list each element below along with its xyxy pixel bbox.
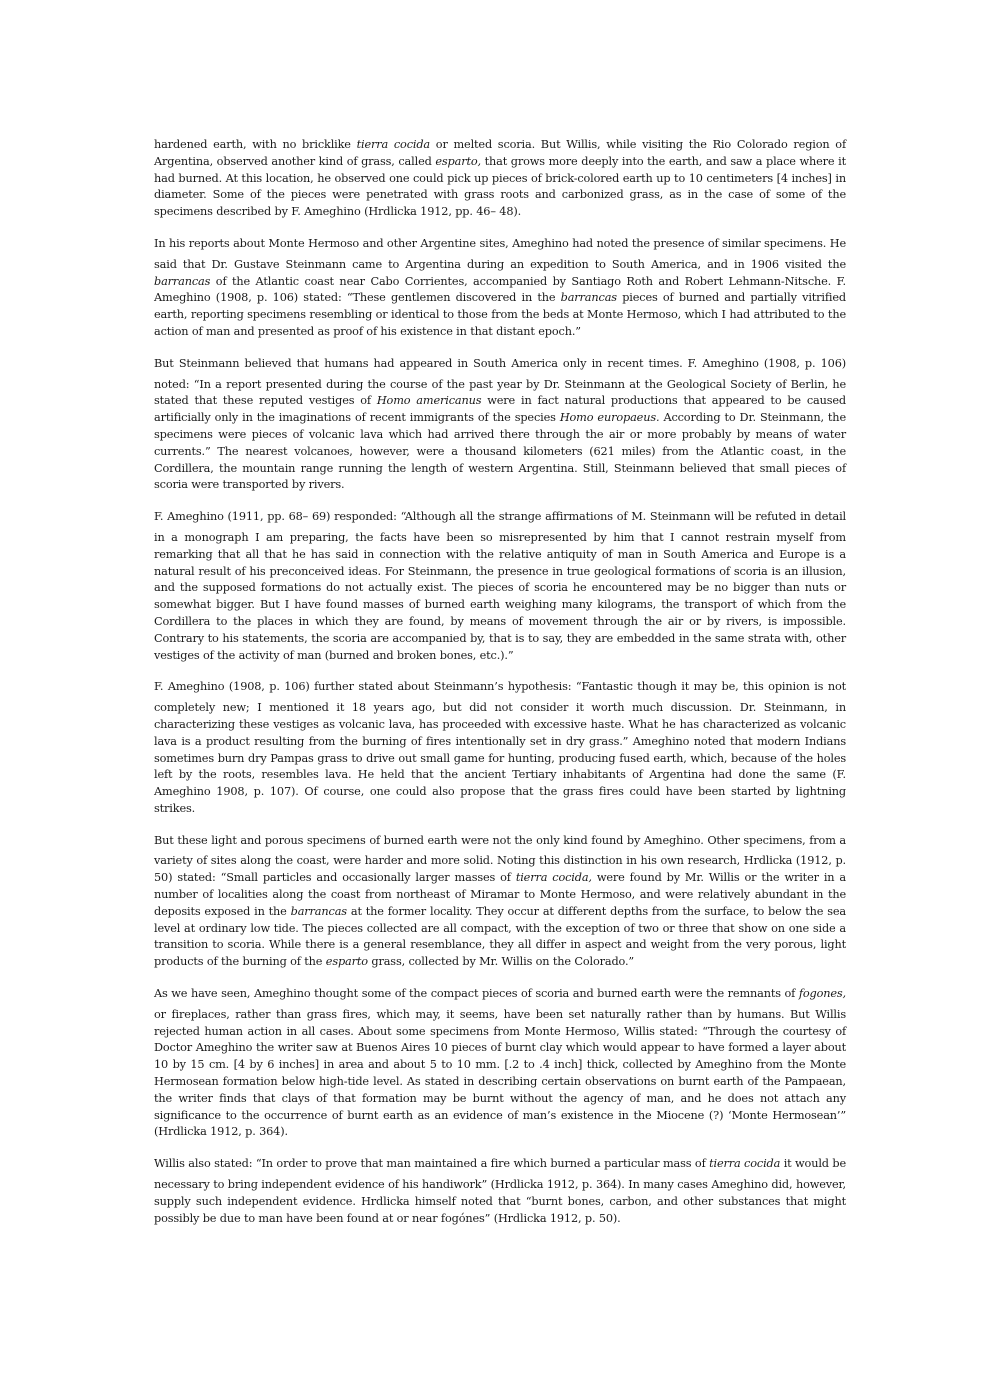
text-run: were in fact natural productions that appeared to be caused artificially only in the imaginations of recent immigrants of the species [154,394,846,425]
italic-term: tierra cocida [356,138,431,151]
text-run: hardened earth, with no bricklike [154,138,357,151]
italic-term: fogones, [798,987,846,1001]
body-paragraph [154,509,846,664]
paragraph-first-line [154,1156,846,1173]
italic-term: barrancas [560,291,617,305]
text-run: According to Dr. Steinmann, the specimens were pieces of volcanic lava which had arrived there through the air or more probably by means of water currents.” The nearest volcanoes, however, were a thousand kilometers (621 miles) from the Atlantic coast, in the Cordillera, the mountain range running the length of western Argentina. Still, Steinmann believed that small pieces of scoria were transported by rivers. [154,411,846,492]
text-run: at the former locality. They occur at different depths from the surface, to below the sea level at ordinary low tide. The pieces collected are all compact, with the exception of two or three that show on one side a transition to scoria. While there is a general resemblance, they all differ in aspect and weight from the very porous, light products of the burning of the [154,904,846,969]
italic-term: esparto, [435,154,481,168]
text-run: necessary to bring independent evidence of his handiwork” (Hrdlicka 1912, p. 364). In many cases Ameghino did, however, supply such independent evidence. Hrdlicka himself noted that “burnt bones, carbon, and other substances that might possibly be due to man have been found at or near fogónes” (Hrdlicka 1912, p. 50). [154,1178,846,1225]
text-run: completely new; I mentioned it 18 years ago, but did not consider it worth much discussion. Dr. Steinmann, in characterizing these vestiges as volcanic lava, has proceeded with excessive haste. What he has characterized as volcanic lava is a product resulting from the burning of fires intentionally set in dry grass.” Ameghino noted that modern Indians sometimes burn dry Pampas grass to drive out small game for hunting, producing fused earth, which, because of the holes left by the roots, resembles lava. He held that the ancient Tertiary inhabitants of Argentina had done the same (F. Ameghino 1908, p. 107). Of course, one could also propose that the grass fires could have been started by lightning strikes. [154,701,846,815]
text-run: As we have seen, Ameghino thought some of the compact pieces of scoria and burned earth were the remnants of [154,987,799,1001]
italic-term: esparto [325,955,368,969]
body-paragraph [154,679,846,817]
paragraph-first-line: F. Ameghino (1911, pp. 68– 69) responded: “Although all the strange affirmations of M. Steinmann will be refuted in detail [154,510,846,524]
text-run: noted: “In a report presented during the course of the past year by Dr. Steinmann at the Geological Society of Berlin, he stated that these reputed vestiges of [154,377,846,408]
text-run: pieces of burned and partially vitrified earth, reporting specimens resembling or identical to those from the beds at Monte Hermoso, which I had attributed to the action of man and presented as proof of his existence in that distant epoch.” [154,291,847,338]
text-run: variety of sites along the coast, were harder and more solid. Noting this distinction in his own research, Hrdlicka (1912, p. 50) stated: “Small particles and occasionally larger masses of [154,854,846,885]
text-run: Willis also stated: “In order to prove that man maintained a fire which burned a particular mass of [154,1157,710,1171]
italic-term: Homo europaeus. [559,411,660,425]
text-run: of the Atlantic coast near Cabo Corrientes, accompanied by Santiago Roth and Robert Lehmann-Nitsche. F. Ameghino (1908, p. 106) stated: “These gentlemen discovered in the [154,274,846,305]
text-run: it would be [780,1157,846,1171]
text-run: or melted scoria. But Willis, while visiting the Rio Colorado region of Argentina, observed another kind of grass, called [154,138,846,168]
body-paragraph [154,356,846,494]
body-paragraph [154,833,846,971]
text-run: were found by Mr. Willis or the writer in a number of localities along the coast from northeast of Miramar to Monte Hermoso, and were relatively abundant in the deposits exposed in the [154,871,846,918]
text-run: or fireplaces, rather than grass fires, which may, it seems, have been set naturally rather than by humans. But Willis rejected human action in all cases. About some specimens from Monte Hermoso, Willis stated: “Through the courtesy of Doctor Ameghino the writer saw at Buenos Aires 10 pieces of burnt clay which would appear to have formed a layer about 10 by 15 cm. [4 by 6 inches] in area and about 5 to 10 mm. [.2 to .4 inch] thick, collected by Ameghino from the Monte Hermosean formation below high-tide level. As stated in describing certain observations on burnt earth of the Pampaean, the writer finds that clays of that formation may be burnt without the agency of man, and he does not attach any significance to the occurrence of burnt earth as an evidence of man’s existence in the Miocene (?) ‘Monte Hermosean’” (Hrdlicka 1912, p. 364). [154,1007,846,1139]
italic-term: tierra cocida, [515,871,592,885]
body-paragraph [154,986,846,1141]
body-paragraph [154,137,846,221]
body-paragraph [154,236,846,341]
italic-term: tierra cocida [709,1157,781,1171]
paragraph-first-line: But Steinmann believed that humans had appeared in South America only in recent times. F. Ameghino (1908, p. 106) [154,356,846,370]
text-run: that grows more deeply into the earth, and saw a place where it had burned. At this location, he observed one could pick up pieces of brick-colored earth up to 10 centimeters [4 inches] in diameter. Some of the pieces were penetrated with grass roots and carbonized grass, as in the case of some of the specimens described by F. Ameghino (Hrdlicka 1912, pp. 46– 48). [154,154,846,219]
italic-term: Homo americanus [376,394,482,408]
paragraph-first-line [154,986,846,1003]
text-run: in a monograph I am preparing, the facts have been so misrepresented by him that I cannot restrain myself from remarking that all that he has said in connection with the relative antiquity of man in South America and Europe is a natural result of his preconceived ideas. For Steinmann, the presence in true geological formations of scoria is an illusion, and the supposed formations do not actually exist. The pieces of scoria he encountered may be no bigger than nuts or somewhat bigger. But I have found masses of burned earth weighing many kilograms, the transport of which from the Cordillera to the places in which they are found, by means of movement through the air or by rivers, is impossible. Contrary to his statements, the scoria are accompanied by, that is to say, they are embedded in the same strata with, other vestiges of the activity of man (burned and broken bones, etc.).” [154,530,846,662]
italic-term: barrancas [154,274,211,288]
paragraph-first-line: F. Ameghino (1908, p. 106) further stated about Steinmann’s hypothesis: “Fantastic though it may be, this opinion is not [154,680,846,694]
paragraph-first-line: But these light and porous specimens of burned earth were not the only kind found by Ameghino. Other specimens, from a [154,833,846,847]
italic-term: barrancas [290,904,347,918]
body-paragraph [154,1156,846,1227]
paragraph-first-line: In his reports about Monte Hermoso and other Argentine sites, Ameghino had noted the presence of similar specimens. He [154,236,846,250]
text-run: grass, collected by Mr. Willis on the Colorado.” [367,955,635,969]
text-run: said that Dr. Gustave Steinmann came to Argentina during an expedition to South America, and in 1906 visited the [154,257,846,271]
document-page [154,137,846,1242]
